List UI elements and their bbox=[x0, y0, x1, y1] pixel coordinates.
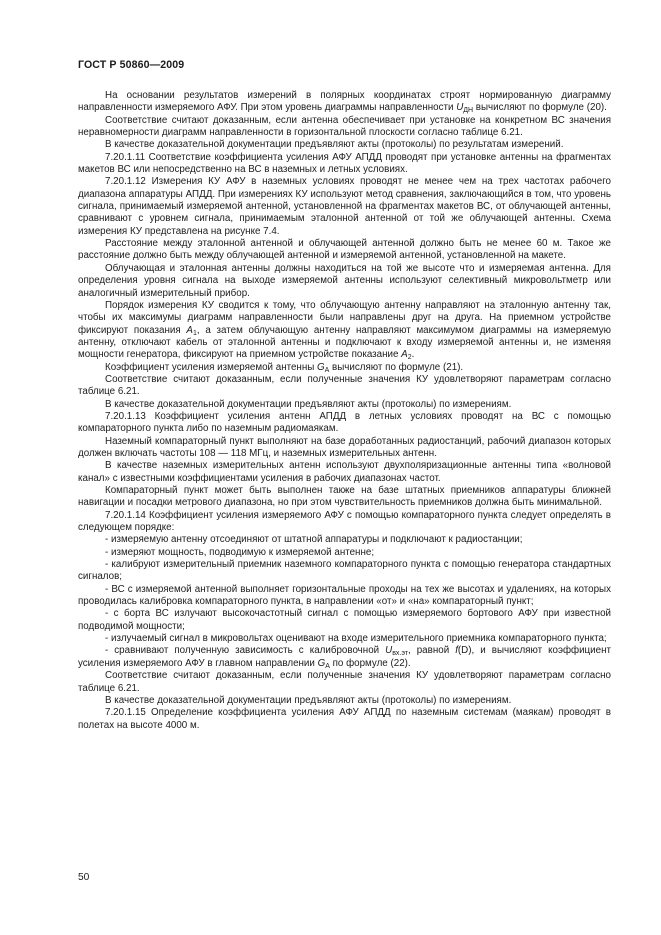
paragraph: На основании результатов измерений в полярных координатах строят нормированную диаграмму направленности измеряемого АФУ. При этом уровень диаграммы направленности $U_{ДН}$ вычисляют по формуле (20). bbox=[78, 90, 611, 115]
paragraph: Наземный компараторный пункт выполняют на базе доработанных радиостанций, рабочий диапазон которых должен включать частоты 108 — 118 МГц, и наземных измерительных антенн. bbox=[78, 435, 611, 459]
paragraph: 7.20.1.15 Определение коэффициента усиления АФУ АПДД по наземным системам (маякам) проводят в полетах на высоте 4000 м. bbox=[78, 707, 611, 731]
paragraph: Коэффициент усиления измеряемой антенны $G_A$ вычисляют по формуле (21). bbox=[105, 361, 464, 374]
list-item: - измеряемую антенну отсоединяют от штатной аппаратуры и подключают к радиостанции; bbox=[105, 534, 523, 546]
paragraph: В качестве доказательной документации предъявляют акты (протоколы) по измерениям. bbox=[105, 694, 512, 706]
list-item: - с борта ВС излучают высокочастотный сигнал с помощью измеряемого бортового АФУ при известной подводимой мощности; bbox=[78, 608, 611, 632]
page-number: 50 bbox=[78, 872, 90, 883]
paragraph: Соответствие считают доказанным, если антенна обеспечивает при установке на конкретном ВС значения неравномерности диаграмм направленности в горизонтальной плоскости согласно таблице 6.21. bbox=[78, 114, 611, 139]
paragraph: В качестве доказательной документации предъявляют акты (протоколы) по измерениям. bbox=[105, 398, 512, 410]
paragraph: Порядок измерения КУ сводится к тому, что облучающую антенну направляют на эталонную антенну так, чтобы их максимумы диаграмм направленности были направлены друг на друга. На приемном устройстве фиксируют показания $A_1$, а затем облучающую антенну направляют максимумом диаграммы на измеряемую антенну, отключают кабель от эталонной антенны и подключают к входу измеряемой антенны и, не изменяя мощности генератора, фиксируют на приемном устройстве показание $A_2$. bbox=[78, 299, 612, 362]
paragraph: В качестве наземных измерительных антенн используют двухполяризационные антенны типа «волновой канал» с известными коэффициентами усиления в рабочих диапазонах частот. bbox=[78, 460, 611, 484]
list-item: - сравнивают полученную зависимость с калибровочной $U_{вх.эт}$, равной f(D), и вычисляют коэффициент усиления измеряемого АФУ в главном направлении $G_A$ по формуле (22). bbox=[78, 645, 611, 670]
paragraph: Облучающая и эталонная антенны должны находиться на той же высоте что и измеряемая антенна. Для определения уровня сигнала на выходе измеряемой антенны используют селективный микровольтметр или аналогичный измерительный прибор. bbox=[78, 262, 611, 299]
paragraph: Расстояние между эталонной антенной и облучающей антенной должно быть не менее 60 м. Такое же расстояние должно быть между облучающей антенной и измеряемой антенной, установленной на макете. bbox=[78, 238, 611, 262]
list-item: - ВС с измеряемой антенной выполняет горизонтальные проходы на тех же высотах и удалениях, на которых проводилась калибровка компараторного пункта, в направлении «от» и «на» компараторный пункт; bbox=[78, 583, 611, 608]
paragraph: 7.20.1.12 Измерения КУ АФУ в наземных условиях проводят не менее чем на трех частотах рабочего диапазона аппаратуры АПДД. При измерениях КУ используют метод сравнения, заключающийся в том, что уровень сигнала, принимаемый измеряемой антенной, установленной на фрагментах макетов ВС, от облучающей антенны, сравнивают с уровнем сигнала, принимаемым эталонной антенной от той же облучающей антенны. Схема измерения КУ представлена на рисунке 7.4. bbox=[78, 176, 611, 237]
list-item: - излучаемый сигнал в микровольтах оценивают на входе измерительного приемника компараторного пункта; bbox=[105, 633, 607, 645]
paragraph: Соответствие считают доказанным, если полученные значения КУ удовлетворяют параметрам согласно таблице 6.21. bbox=[78, 373, 611, 398]
paragraph: В качестве доказательной документации предъявляют акты (протоколы) по результатам измерений. bbox=[105, 139, 564, 151]
list-item: - измеряют мощность, подводимую к измеряемой антенне; bbox=[105, 546, 375, 558]
paragraph: 7.20.1.13 Коэффициент усиления антенн АПДД в летных условиях проводят на ВС с помощью компараторного пункта либо по наземным радиомаякам. bbox=[78, 410, 611, 435]
paragraph: Компараторный пункт может быть выполнен также на базе штатных приемников аппаратуры ближней навигации и посадки метрового диапазона, но при этом чувствительность приемников должна быть минимальной. bbox=[78, 485, 611, 509]
paragraph: Соответствие считают доказанным, если полученные значения КУ удовлетворяют параметрам согласно таблице 6.21. bbox=[78, 670, 611, 694]
document-body bbox=[78, 90, 611, 732]
paragraph: 7.20.1.11 Соответствие коэффициента усиления АФУ АПДД проводят при установке антенны на фрагментах макетов ВС или непосредственно на ВС в наземных и летных условиях. bbox=[78, 151, 611, 176]
paragraph: 7.20.1.14 Коэффициент усиления измеряемого АФУ с помощью компараторного пункта следует определять в следующем порядке: bbox=[78, 509, 611, 534]
list-item: - калибруют измерительный приемник наземного компараторного пункта с помощью генератора стандартных сигналов; bbox=[78, 559, 611, 583]
page-header-title: ГОСТ Р 50860—2009 bbox=[78, 59, 185, 71]
